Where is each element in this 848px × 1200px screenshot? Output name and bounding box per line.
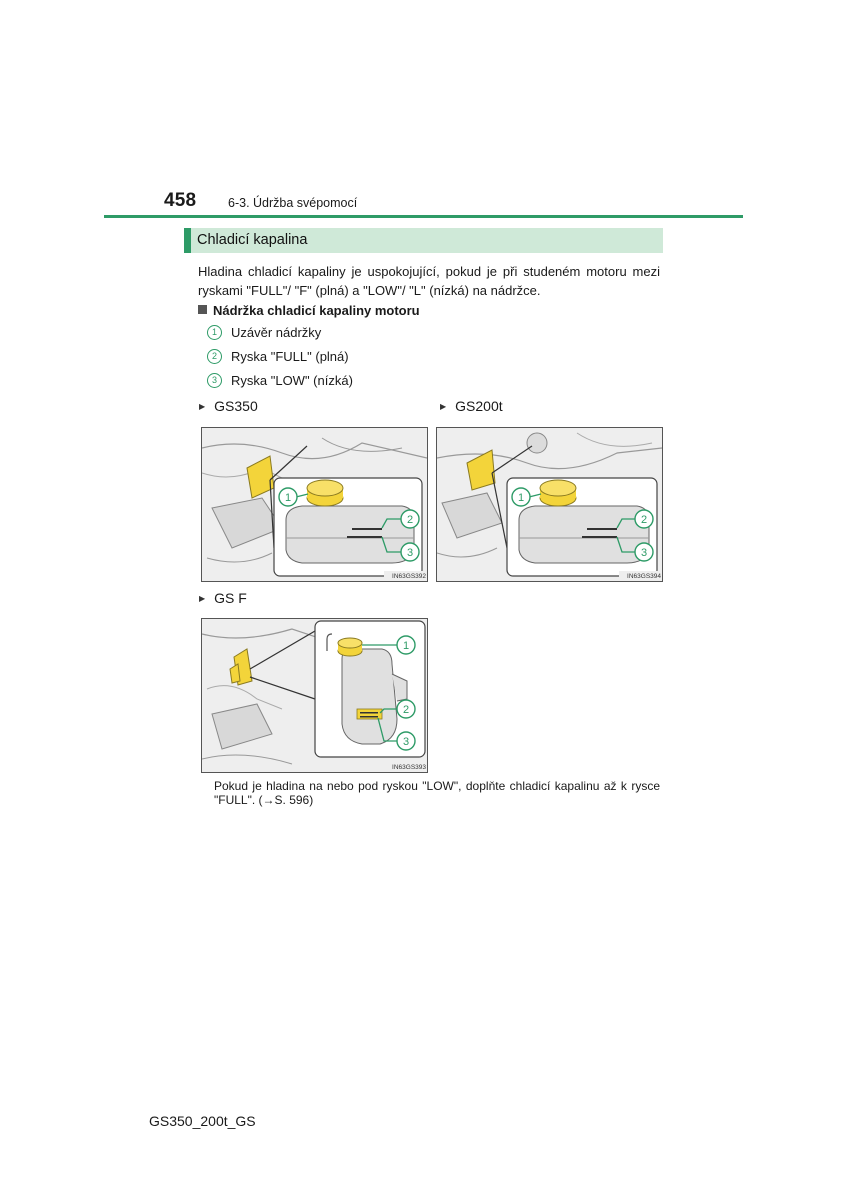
figure-gs350 (201, 427, 428, 582)
variant-label-gs350 (199, 398, 258, 414)
figure-gs200t (436, 427, 663, 582)
square-bullet-icon (198, 305, 207, 314)
header-rule (104, 215, 743, 218)
triangle-bullet-icon: ▶ (199, 593, 206, 603)
svg-text:3: 3 (402, 736, 410, 748)
figure-gsf (201, 618, 428, 773)
footer-model-code: GS350_200t_GS (149, 1113, 256, 1129)
subheading (198, 303, 420, 318)
variant-text: GS F (214, 590, 247, 606)
number-circle-icon: 2 (207, 349, 222, 364)
triangle-bullet-icon: ▶ (440, 401, 447, 411)
legend-text: Ryska "FULL" (plná) (231, 349, 349, 364)
legend-item (207, 349, 349, 364)
page-number: 458 (164, 190, 197, 211)
chapter-title: 6-3. Údržba svépomocí (228, 196, 358, 210)
triangle-bullet-icon: ▶ (199, 401, 206, 411)
svg-text:1: 1 (284, 492, 292, 504)
number-circle-icon: 3 (207, 373, 222, 388)
svg-text:1: 1 (517, 492, 525, 504)
subheading-text: Nádržka chladicí kapaliny motoru (213, 303, 420, 318)
legend-item (207, 325, 321, 340)
number-circle-icon: 1 (207, 325, 222, 340)
svg-text:3: 3 (406, 547, 414, 559)
section-title: Chladicí kapalina (197, 232, 308, 248)
intro-paragraph: Hladina chladicí kapaliny je uspokojující, pokud je při studeném motoru mezi ryskami "FULL"/ "F" (plná) a "LOW"/ "L" (nízká) na nádržce. (198, 264, 660, 298)
figure-code: IN63GS394 (627, 573, 661, 580)
variant-label-gsf (199, 590, 247, 606)
svg-text:2: 2 (406, 514, 414, 526)
svg-text:2: 2 (402, 704, 410, 716)
variant-text: GS350 (214, 398, 258, 414)
variant-label-gs200t (440, 398, 503, 414)
svg-text:1: 1 (402, 640, 410, 652)
svg-text:2: 2 (640, 514, 648, 526)
legend-item (207, 373, 353, 388)
legend-text: Ryska "LOW" (nízká) (231, 373, 353, 388)
note-paragraph: Pokud je hladina na nebo pod ryskou "LOW", doplňte chladicí kapalinu až k rysce "FULL". (→S. 596) (214, 779, 660, 807)
legend-text: Uzávěr nádržky (231, 325, 322, 340)
svg-text:3: 3 (640, 547, 648, 559)
variant-text: GS200t (455, 398, 503, 414)
figure-code: IN63GS392 (392, 573, 426, 580)
figure-code: IN63GS393 (392, 764, 426, 771)
section-heading-bar (184, 228, 663, 253)
